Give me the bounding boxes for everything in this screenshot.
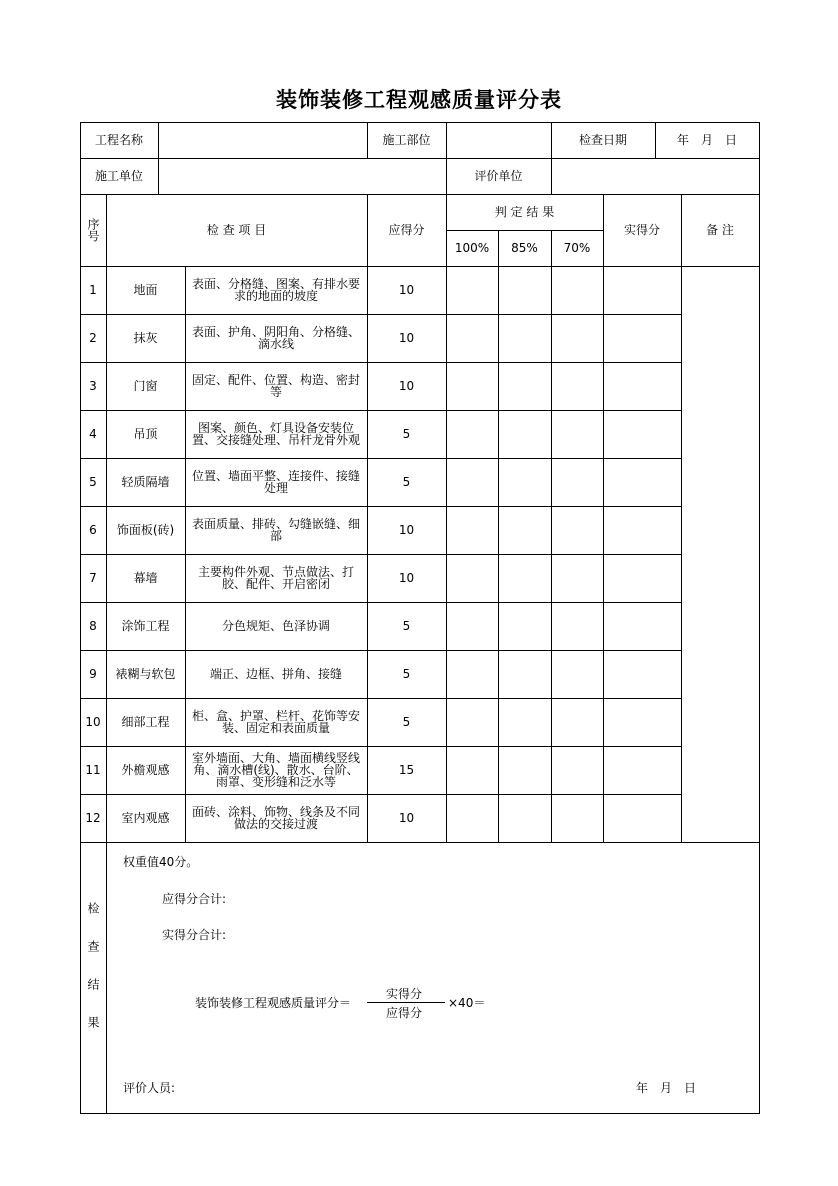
row-grade-70-field[interactable] xyxy=(551,410,604,459)
row-item-detail: 柜、盒、护罩、栏杆、花饰等安装、固定和表面质量 xyxy=(185,698,368,747)
fraction-line xyxy=(367,1002,445,1003)
row-score: 5 xyxy=(367,650,447,699)
row-number: 3 xyxy=(80,362,107,411)
row-actual-field[interactable] xyxy=(603,458,682,507)
row-actual-field[interactable] xyxy=(603,698,682,747)
site-label: 施工部位 xyxy=(367,122,447,159)
row-grade-70-field[interactable] xyxy=(551,794,604,843)
row-item-detail: 表面、分格缝、图案、有排水要求的地面的坡度 xyxy=(185,266,368,315)
row-grade-85-field[interactable] xyxy=(498,266,552,315)
row-item-name: 饰面板(砖) xyxy=(106,506,186,555)
row-grade-70-field[interactable] xyxy=(551,314,604,363)
formula-multiplier: ×40＝ xyxy=(448,996,486,1010)
formula-numerator: 实得分 xyxy=(386,987,423,1001)
row-actual-field[interactable] xyxy=(603,554,682,603)
project-name-field[interactable] xyxy=(158,122,368,159)
row-item-detail: 位置、墙面平整、连接件、接缝处理 xyxy=(185,458,368,507)
row-item-name: 轻质隔墙 xyxy=(106,458,186,507)
row-grade-70-field[interactable] xyxy=(551,650,604,699)
row-number: 11 xyxy=(80,746,107,795)
remarks-field[interactable] xyxy=(681,266,760,843)
row-grade-100-field[interactable] xyxy=(446,602,499,651)
row-item-detail: 表面、护角、阴阳角、分格缝、滴水线 xyxy=(185,314,368,363)
row-score: 10 xyxy=(367,794,447,843)
row-actual-field[interactable] xyxy=(603,746,682,795)
row-actual-field[interactable] xyxy=(603,650,682,699)
row-item-name: 裱糊与软包 xyxy=(106,650,186,699)
row-actual-field[interactable] xyxy=(603,266,682,315)
row-number: 6 xyxy=(80,506,107,555)
evaluation-date: 年 月 日 xyxy=(636,1081,697,1095)
row-score: 10 xyxy=(367,314,447,363)
expected-total-label: 应得分合计: xyxy=(162,892,227,906)
row-number: 8 xyxy=(80,602,107,651)
check-result-area xyxy=(106,842,760,1114)
row-number: 9 xyxy=(80,650,107,699)
row-actual-field[interactable] xyxy=(603,602,682,651)
row-grade-85-field[interactable] xyxy=(498,410,552,459)
actual-total-label: 实得分合计: xyxy=(162,928,227,942)
header-seq: 序号 xyxy=(80,194,107,267)
site-field[interactable] xyxy=(446,122,552,159)
row-item-name: 外檐观感 xyxy=(106,746,186,795)
formula-label: 装饰装修工程观感质量评分＝ xyxy=(195,996,352,1010)
row-actual-field[interactable] xyxy=(603,314,682,363)
row-score: 10 xyxy=(367,506,447,555)
row-number: 4 xyxy=(80,410,107,459)
row-grade-100-field[interactable] xyxy=(446,554,499,603)
row-grade-70-field[interactable] xyxy=(551,746,604,795)
row-grade-100-field[interactable] xyxy=(446,362,499,411)
header-grade-100: 100% xyxy=(446,230,499,267)
row-score: 10 xyxy=(367,266,447,315)
row-score: 5 xyxy=(367,458,447,507)
header-actual: 实得分 xyxy=(603,194,682,267)
row-grade-85-field[interactable] xyxy=(498,506,552,555)
contractor-label: 施工单位 xyxy=(80,158,159,195)
row-item-detail: 图案、颜色、灯具设备安装位置、交接缝处理、吊杆龙骨外观 xyxy=(185,410,368,459)
date-label: 检查日期 xyxy=(551,122,656,159)
row-item-detail: 主要构件外观、节点做法、打胶、配件、开启密闭 xyxy=(185,554,368,603)
row-grade-70-field[interactable] xyxy=(551,458,604,507)
row-number: 7 xyxy=(80,554,107,603)
row-actual-field[interactable] xyxy=(603,410,682,459)
row-score: 15 xyxy=(367,746,447,795)
row-item-detail: 固定、配件、位置、构造、密封等 xyxy=(185,362,368,411)
row-grade-70-field[interactable] xyxy=(551,698,604,747)
row-item-name: 吊顶 xyxy=(106,410,186,459)
row-grade-70-field[interactable] xyxy=(551,554,604,603)
row-grade-85-field[interactable] xyxy=(498,650,552,699)
row-score: 10 xyxy=(367,554,447,603)
row-grade-100-field[interactable] xyxy=(446,314,499,363)
header-score: 应得分 xyxy=(367,194,447,267)
row-grade-100-field[interactable] xyxy=(446,746,499,795)
header-item: 检 查 项 目 xyxy=(106,194,368,267)
row-item-detail: 表面质量、排砖、勾缝嵌缝、细部 xyxy=(185,506,368,555)
header-result: 判 定 结 果 xyxy=(446,194,604,231)
row-number: 12 xyxy=(80,794,107,843)
row-grade-100-field[interactable] xyxy=(446,698,499,747)
row-number: 5 xyxy=(80,458,107,507)
row-score: 10 xyxy=(367,362,447,411)
row-item-detail: 端正、边框、拼角、接缝 xyxy=(185,650,368,699)
row-grade-85-field[interactable] xyxy=(498,746,552,795)
row-item-detail: 面砖、涂料、饰物、线条及不同做法的交接过渡 xyxy=(185,794,368,843)
row-grade-100-field[interactable] xyxy=(446,650,499,699)
row-grade-100-field[interactable] xyxy=(446,458,499,507)
evaluator-unit-label: 评价单位 xyxy=(446,158,552,195)
header-grade-85: 85% xyxy=(498,230,552,267)
row-grade-85-field[interactable] xyxy=(498,794,552,843)
row-item-name: 细部工程 xyxy=(106,698,186,747)
row-grade-100-field[interactable] xyxy=(446,266,499,315)
row-item-detail: 室外墙面、大角、墙面横线竖线角、滴水槽(线)、散水、台阶、雨罩、变形缝和泛水等 xyxy=(185,746,368,795)
page-title: 装饰装修工程观感质量评分表 xyxy=(276,88,562,112)
row-grade-85-field[interactable] xyxy=(498,602,552,651)
row-number: 2 xyxy=(80,314,107,363)
row-item-name: 室内观感 xyxy=(106,794,186,843)
row-grade-85-field[interactable] xyxy=(498,362,552,411)
row-item-name: 门窗 xyxy=(106,362,186,411)
row-grade-70-field[interactable] xyxy=(551,266,604,315)
row-grade-70-field[interactable] xyxy=(551,602,604,651)
row-item-name: 抹灰 xyxy=(106,314,186,363)
row-score: 5 xyxy=(367,602,447,651)
formula-denominator: 应得分 xyxy=(386,1006,423,1020)
row-grade-85-field[interactable] xyxy=(498,458,552,507)
header-grade-70: 70% xyxy=(551,230,604,267)
row-number: 1 xyxy=(80,266,107,315)
row-grade-85-field[interactable] xyxy=(498,314,552,363)
weight-note: 权重值40分。 xyxy=(123,855,199,869)
row-grade-100-field[interactable] xyxy=(446,794,499,843)
row-number: 10 xyxy=(80,698,107,747)
row-grade-70-field[interactable] xyxy=(551,362,604,411)
evaluator-unit-field[interactable] xyxy=(551,158,760,195)
header-remarks: 备 注 xyxy=(681,194,760,267)
row-score: 5 xyxy=(367,698,447,747)
row-grade-100-field[interactable] xyxy=(446,506,499,555)
row-item-name: 涂饰工程 xyxy=(106,602,186,651)
date-field[interactable]: 年 月 日 xyxy=(655,122,760,159)
row-grade-70-field[interactable] xyxy=(551,506,604,555)
project-name-label: 工程名称 xyxy=(80,122,159,159)
row-grade-85-field[interactable] xyxy=(498,698,552,747)
row-actual-field[interactable] xyxy=(603,794,682,843)
row-grade-100-field[interactable] xyxy=(446,410,499,459)
evaluator-label: 评价人员: xyxy=(123,1081,176,1095)
row-item-detail: 分色规矩、色泽协调 xyxy=(185,602,368,651)
check-result-label: 检查结果 xyxy=(80,842,107,1114)
row-actual-field[interactable] xyxy=(603,362,682,411)
row-actual-field[interactable] xyxy=(603,506,682,555)
contractor-field[interactable] xyxy=(158,158,447,195)
row-grade-85-field[interactable] xyxy=(498,554,552,603)
row-item-name: 地面 xyxy=(106,266,186,315)
row-score: 5 xyxy=(367,410,447,459)
row-item-name: 幕墙 xyxy=(106,554,186,603)
